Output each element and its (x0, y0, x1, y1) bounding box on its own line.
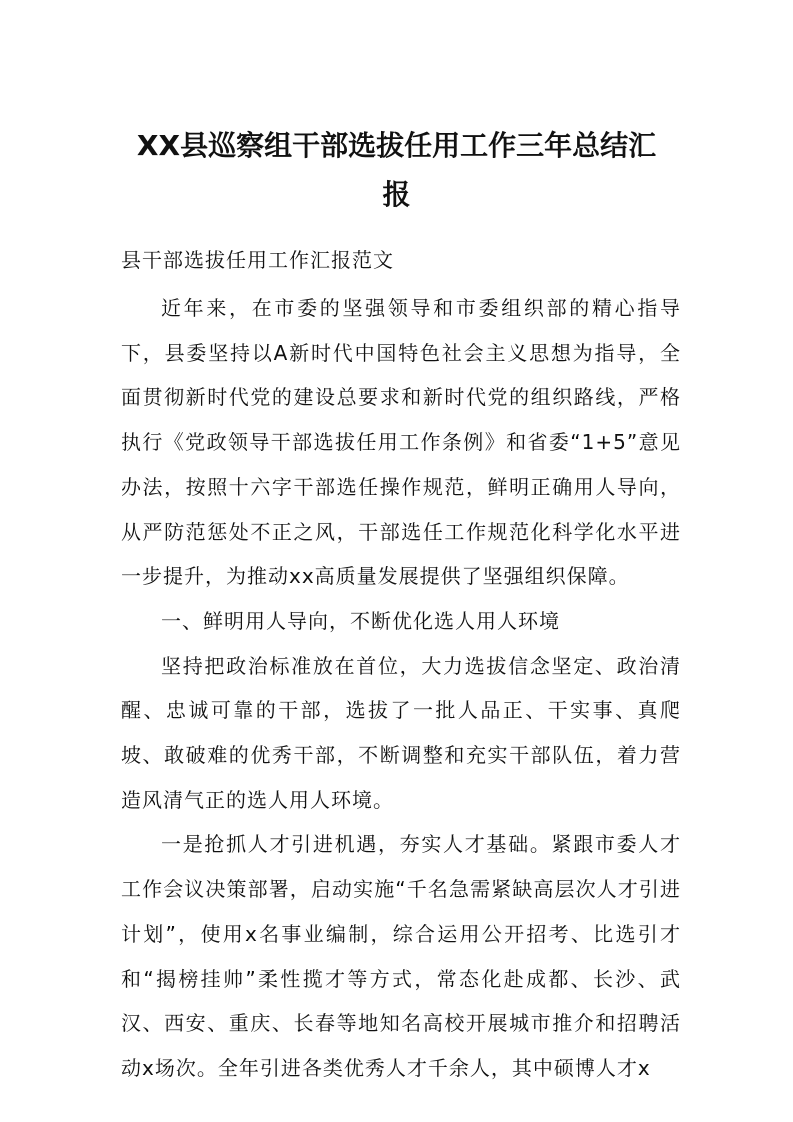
document-body (121, 286, 681, 1091)
intro-paragraph: 近年来，在市委的坚强领导和市委组织部的精心指导下，县委坚持以A新时代中国特色社会主义思想为指导，全面贯彻新时代党的建设总要求和新时代党的组织路线，严格执行《党政领导干部选拔任用工作条例》和省委“1+5”意见办法，按照十六字干部选任操作规范，鲜明正确用人导向，从严防范惩处不正之风，干部选任工作规范化科学化水平进一步提升，为推动xx高质量发展提供了坚强组织保障。 (121, 296, 681, 589)
document-title-line-2: 报 (382, 178, 411, 211)
document-subtitle: 县干部选拔任用工作汇报范文 (121, 248, 394, 272)
section-1-heading: 一、鲜明用人导向，不断优化选人用人环境 (161, 608, 560, 633)
document-title-line-1: XX县巡察组干部选拔任用工作三年总结汇 (136, 129, 657, 162)
section-1-paragraph: 坚持把政治标准放在首位，大力选拔信念坚定、政治清醒、忠诚可靠的干部，选拔了一批人品正、干实事、真爬坡、敢破难的优秀干部，不断调整和充实干部队伍，着力营造风清气正的选人用人环境。 (121, 653, 681, 812)
section-1-item-1: 一是抢抓人才引进机遇，夯实人才基础。紧跟市委人才工作会议决策部署，启动实施“千名急需紧缺高层次人才引进计划”，使用x名事业编制，综合运用公开招考、比选引才和“揭榜挂帅”柔性揽才等方式，常态化赴成都、长沙、武汉、西安、重庆、长春等地知名高校开展城市推介和招聘活动x场次。全年引进各类优秀人才千余人，其中硕博人才x (121, 832, 681, 1080)
